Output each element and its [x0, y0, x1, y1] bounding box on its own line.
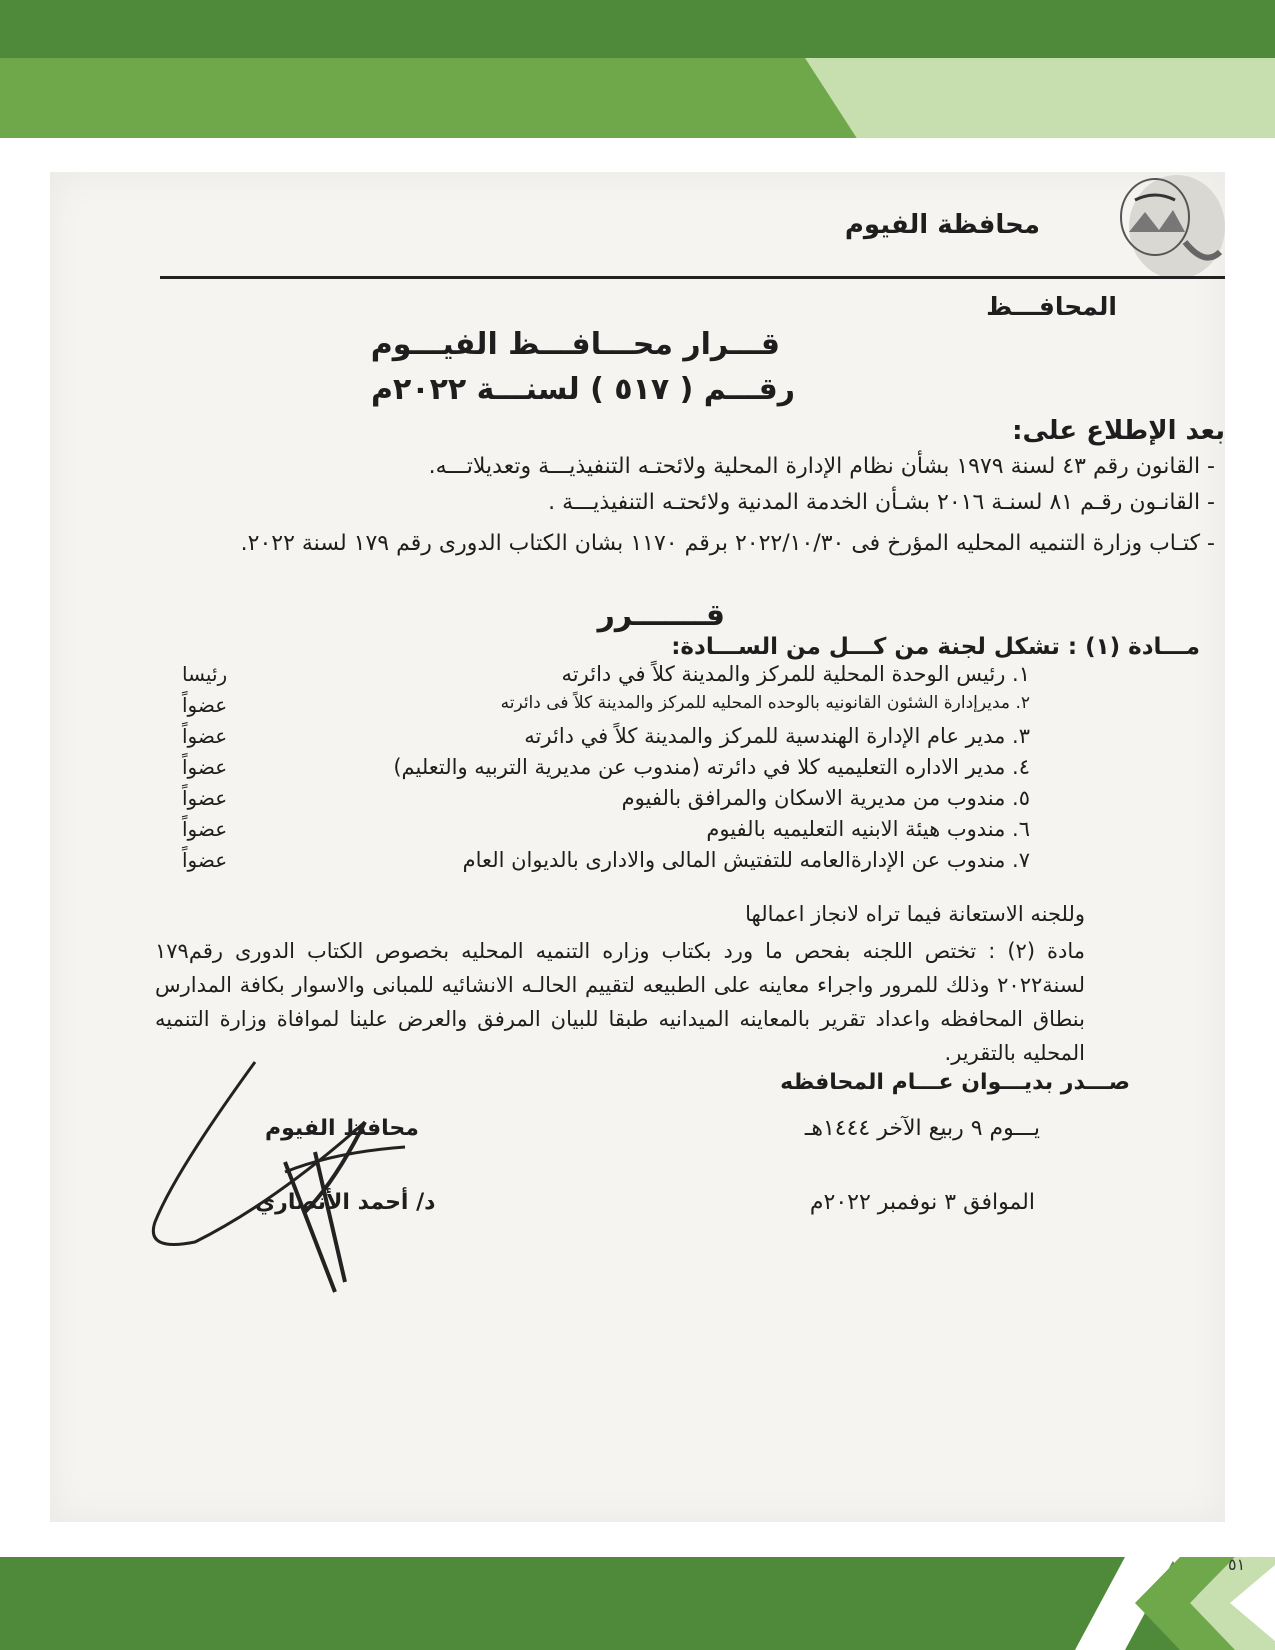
article-1-title: مـــادة (١) : تشكل لجنة من كـــل من الســـادة:: [671, 634, 1200, 660]
member-row: [50, 662, 1225, 694]
decision-number: رقـــم ( ٥١٧ ) لسنـــة ٢٠٢٢م: [370, 372, 795, 407]
member-role: عضواً: [182, 693, 228, 717]
governorate-name: محافظة الفيوم: [844, 210, 1040, 240]
member-row: [50, 693, 1225, 725]
decision-title: قـــرار محـــافـــظ الفيـــوم: [370, 327, 780, 362]
date-gregorian: الموافق ٣ نوفمبر ٢٠٢٢م: [809, 1190, 1035, 1215]
member-description: ٥. مندوب من مديرية الاسكان والمرافق بالفيوم: [621, 786, 1030, 810]
governor-title: محافظ الفيوم: [265, 1116, 419, 1141]
top-header-band: [0, 0, 1275, 58]
office-label: المحافـــظ: [986, 292, 1117, 321]
bottom-footer-band: [0, 1557, 1060, 1650]
header-accent-light: [805, 58, 1275, 138]
member-row: [50, 848, 1225, 880]
member-description: ٦. مندوب هيئة الابنيه التعليميه بالفيوم: [706, 817, 1030, 841]
member-role: عضواً: [182, 755, 228, 779]
member-role: رئيسا: [182, 662, 228, 686]
committee-note: وللجنه الاستعانة فيما تراه لانجاز اعمالها: [745, 902, 1085, 926]
member-description: ٢. مديرإدارة الشئون القانونيه بالوحده المحليه للمركز والمدينة كلاً فى دائرته: [500, 693, 1030, 713]
member-row: [50, 817, 1225, 849]
preamble-heading: بعد الإطلاع على:: [1012, 416, 1225, 446]
member-role: عضواً: [182, 817, 228, 841]
date-hijri: يـــوم ٩ ربيع الآخر ١٤٤٤هـ: [804, 1116, 1040, 1141]
signature-icon: [135, 1052, 455, 1312]
member-description: ١. رئيس الوحدة المحلية للمركز والمدينة كلاً في دائرته: [561, 662, 1030, 686]
member-role: عضواً: [182, 786, 228, 810]
member-description: ٧. مندوب عن الإدارةالعامه للتفتيش المالى والادارى بالديوان العام: [462, 848, 1030, 872]
member-row: [50, 786, 1225, 818]
decree-heading: قـــــــرر: [597, 598, 725, 633]
issued-at: صـــدر بديـــوان عـــام المحافظه: [780, 1070, 1130, 1095]
member-description: ٣. مدير عام الإدارة الهندسية للمركز والمدينة كلاً في دائرته: [524, 724, 1030, 748]
page-number: ٥١: [1228, 1555, 1246, 1574]
member-role: عضواً: [182, 848, 228, 872]
scanned-decree-document: [50, 172, 1225, 1522]
header-rule: [160, 276, 1225, 279]
reference-item: - القانون رقم ٤٣ لسنة ١٩٧٩ بشأن نظام الإدارة المحلية ولائحتـه التنفيذيـــة وتعديلاتـــه.: [428, 454, 1215, 479]
member-row: [50, 724, 1225, 756]
member-description: ٤. مدير الاداره التعليميه كلا في دائرته (مندوب عن مديرية التربيه والتعليم): [393, 755, 1030, 779]
governor-name: د/ أحمد الأنصاري: [255, 1190, 436, 1215]
member-row: [50, 755, 1225, 787]
governorate-seal-icon: [1115, 172, 1225, 287]
reference-item: - القانـون رقـم ٨١ لسنـة ٢٠١٦ بشـأن الخدمة المدنية ولائحتـه التنفيذيـــة .: [548, 490, 1215, 515]
reference-item: - كتـاب وزارة التنميه المحليه المؤرخ فى ٢٠٢٢/١٠/٣٠ برقم ١١٧٠ بشان الكتاب الدورى رقم ١٧٩ لسنة ٢٠٢٢.: [240, 531, 1215, 556]
article-2-text: مادة (٢) : تختص اللجنه بفحص ما ورد بكتاب وزاره التنميه المحليه بخصوص الكتاب الدورى رقم١٧٩ لسنة٢٠٢٢ وذلك للمرور واجراء معاينه على الطبيعه لتقييم الحالـه الانشائيه للمبانى والاسوار بكافة المدارس بنطاق المحافظه واعداد تقرير بالمعاينه الميدانيه طبقا للبيان المرفق والعرض علينا لموافاة وزارة التنميه المحليه بالتقرير.: [155, 939, 1086, 1065]
member-role: عضواً: [182, 724, 228, 748]
